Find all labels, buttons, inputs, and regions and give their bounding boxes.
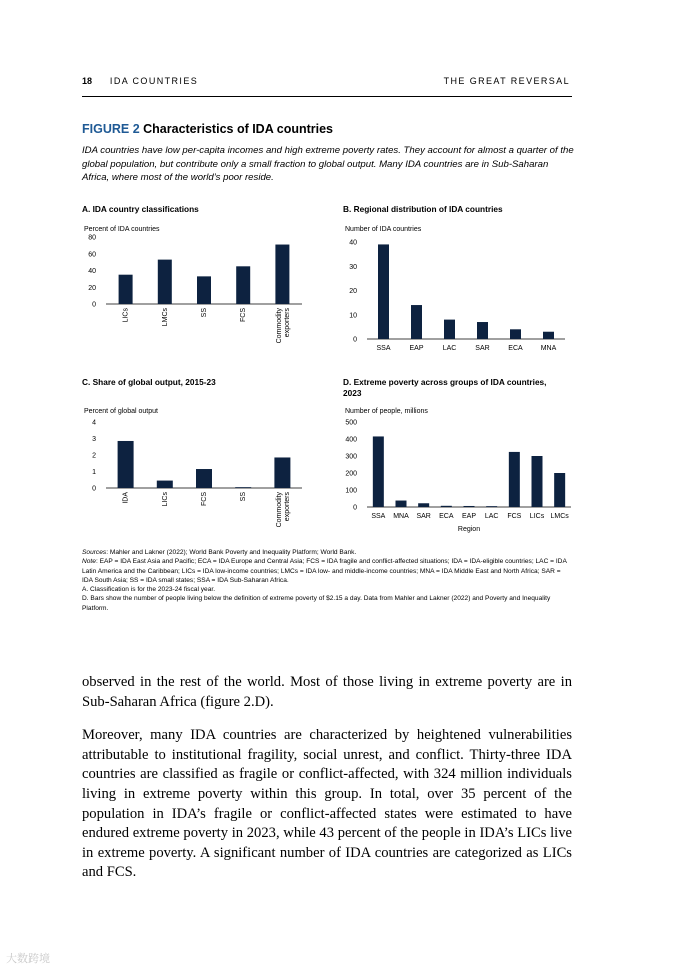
bar-mna <box>543 332 554 339</box>
bar-ss <box>235 487 251 488</box>
x-tick-label: FCS <box>507 513 522 520</box>
y-tick-label: 20 <box>349 288 357 295</box>
body-paragraph-1: observed in the rest of the world. Most of those living in extreme poverty are in Sub-Saharan Africa (figure 2.D). <box>82 674 572 710</box>
note-a: A. Classification is for the 2023-24 fiscal year. <box>82 586 216 594</box>
figure-notes <box>82 548 572 613</box>
x-tick-label: EAP <box>409 345 424 352</box>
header-right-title: THE GREAT REVERSAL <box>443 76 570 86</box>
figure-label: FIGURE 2 <box>82 122 140 136</box>
chart-d <box>343 402 573 544</box>
y-tick-label: 400 <box>345 436 357 444</box>
y-tick-label: 200 <box>345 470 357 478</box>
bar-eca <box>441 506 452 507</box>
x-tick-label: SS <box>201 308 208 318</box>
bar-mna <box>396 501 407 507</box>
x-tick-label: FCS <box>240 308 248 322</box>
y-tick-label: 3 <box>92 436 96 443</box>
x-tick-label: MNA <box>393 513 409 520</box>
y-axis-label: Percent of IDA countries <box>84 226 160 233</box>
bar-lac <box>486 506 497 507</box>
bar-lics <box>157 481 173 488</box>
bar-commodity-exporters <box>274 457 290 488</box>
chart-b <box>343 220 573 360</box>
bar-ss <box>197 276 211 304</box>
bar-eap <box>464 506 475 507</box>
x-tick-label: LICs <box>529 513 545 520</box>
x-tick-label: LMCs <box>161 308 169 327</box>
bar-commodity-exporters <box>275 245 289 304</box>
y-tick-label: 100 <box>345 487 357 495</box>
bar-lics <box>532 456 543 507</box>
x-tick-label: SAR <box>475 345 490 352</box>
x-tick-label: LMCs <box>550 513 569 520</box>
y-tick-label: 20 <box>88 284 96 292</box>
bar-sar <box>477 322 488 339</box>
figure-title <box>82 122 333 136</box>
y-tick-label: 300 <box>345 453 357 461</box>
note-label: Note <box>82 558 96 566</box>
note-text: : EAP = IDA East Asia and Pacific; ECA = IDA Europe and Central Asia; FCS = IDA fragile and conflict-affected situations; IDA = IDA-eligible countries; LAC = IDA Latin America and the Caribbean; LICs = IDA low-income countries; LMCs = IDA low- and middle-income countries; MNA = IDA Middle East and North Africa; SAR = IDA South Asia; SS = IDA small states; SSA = IDA Sub-Saharan Africa. <box>82 558 567 584</box>
x-tick-label: SAR <box>416 513 431 520</box>
x-axis-label: Region <box>457 526 481 533</box>
y-tick-label: 1 <box>92 469 96 476</box>
chart-c <box>82 402 312 542</box>
y-tick-label: 500 <box>345 419 357 427</box>
body-paragraph-2: Moreover, many IDA countries are characterized by heightened vulnerabilities attributable to institutional fragility, social unrest, and conflict. Thirty-three IDA countries are classified as fragile or conflict-affected, with 324 million individuals living in extreme poverty within this group. In total, over 35 percent of the population in IDA’s fragile or conflict-affected states were estimated to have endured extreme poverty in 2023, while 43 percent of the people in IDA’s LICs live in extreme poverty. A significant number of IDA countries are categorized as LICs and FCS. <box>82 727 572 881</box>
y-tick-label: 4 <box>92 419 96 427</box>
panel-c-title: C. Share of global output, 2015-23 <box>82 377 216 387</box>
bar-lmcs <box>158 260 172 304</box>
bar-lmcs <box>554 473 565 507</box>
figure-title-text: Characteristics of IDA countries <box>143 122 334 136</box>
y-tick-label: 60 <box>88 251 96 259</box>
x-tick-label: MNA <box>540 345 557 352</box>
x-tick-label: SSA <box>371 513 386 520</box>
bar-lics <box>119 275 133 304</box>
y-axis-label: Number of people, millions <box>345 408 428 415</box>
x-tick-label: LICs <box>161 492 169 507</box>
panel-d-title: D. Extreme poverty across groups of IDA countries, 2023 <box>343 377 547 398</box>
x-tick-label: LAC <box>484 513 499 520</box>
y-axis-label: Number of IDA countries <box>345 226 422 233</box>
note-d: D. Bars show the number of people living below the definition of extreme poverty of $2.15 a day. Data from Mahler and Lakner (2022) and Poverty and Inequality Platform. <box>82 595 551 612</box>
panel-a-title: A. IDA country classifications <box>82 204 199 214</box>
y-tick-label: 10 <box>349 312 357 320</box>
y-tick-label: 80 <box>88 234 96 242</box>
y-tick-label: 0 <box>92 301 96 309</box>
sources-text: : Mahler and Lakner (2022); World Bank Poverty and Inequality Platform; World Bank. <box>106 549 357 556</box>
header-left-title: IDA COUNTRIES <box>109 76 199 86</box>
y-tick-label: 0 <box>92 485 96 493</box>
x-tick-label: SS <box>240 492 248 502</box>
x-tick-label: LAC <box>442 345 457 352</box>
note-line <box>82 557 572 585</box>
x-tick-label: LICs <box>122 308 130 323</box>
bar-eca <box>510 329 521 339</box>
y-tick-label: 0 <box>353 336 357 344</box>
x-tick-label: SSA <box>376 345 391 352</box>
y-tick-label: 0 <box>353 504 357 512</box>
bar-ssa <box>378 244 389 339</box>
y-tick-label: 2 <box>92 452 96 460</box>
header-rule <box>82 96 572 97</box>
figure-subtitle: IDA countries have low per-capita incomes and high extreme poverty rates. They account for almost a quarter of the global population, but contribute only a small fraction to global output. Many IDA countries are in Sub-Saharan Africa, where most of the world’s poor reside. <box>82 145 574 183</box>
bar-ida <box>118 441 134 488</box>
bar-eap <box>411 305 422 339</box>
bar-sar <box>418 503 429 507</box>
x-tick-label: EAP <box>461 513 477 520</box>
x-tick-label: FCS <box>201 492 208 506</box>
y-tick-label: 30 <box>349 263 357 271</box>
y-tick-label: 40 <box>349 239 357 247</box>
sources-label: Sources <box>82 549 107 556</box>
y-tick-label: 40 <box>88 268 96 275</box>
bar-fcs <box>196 469 212 488</box>
chart-a <box>82 220 312 370</box>
watermark: 大数跨境 <box>6 953 50 965</box>
x-tick-label: Commodityexporters <box>275 308 291 344</box>
page-number: 18 <box>82 76 93 86</box>
x-tick-label: IDA <box>122 492 130 504</box>
bar-fcs <box>236 266 250 304</box>
bar-lac <box>444 320 455 339</box>
sources-line <box>82 548 572 557</box>
page-header <box>82 76 570 92</box>
body-text <box>82 673 572 897</box>
bar-ssa <box>373 436 384 507</box>
x-tick-label: ECA <box>439 513 454 520</box>
x-tick-label: ECA <box>508 345 523 352</box>
panel-b-title: B. Regional distribution of IDA countries <box>343 204 503 214</box>
x-tick-label: Commodityexporters <box>275 492 291 528</box>
bar-fcs <box>509 452 520 507</box>
y-axis-label: Percent of global output <box>84 408 158 415</box>
